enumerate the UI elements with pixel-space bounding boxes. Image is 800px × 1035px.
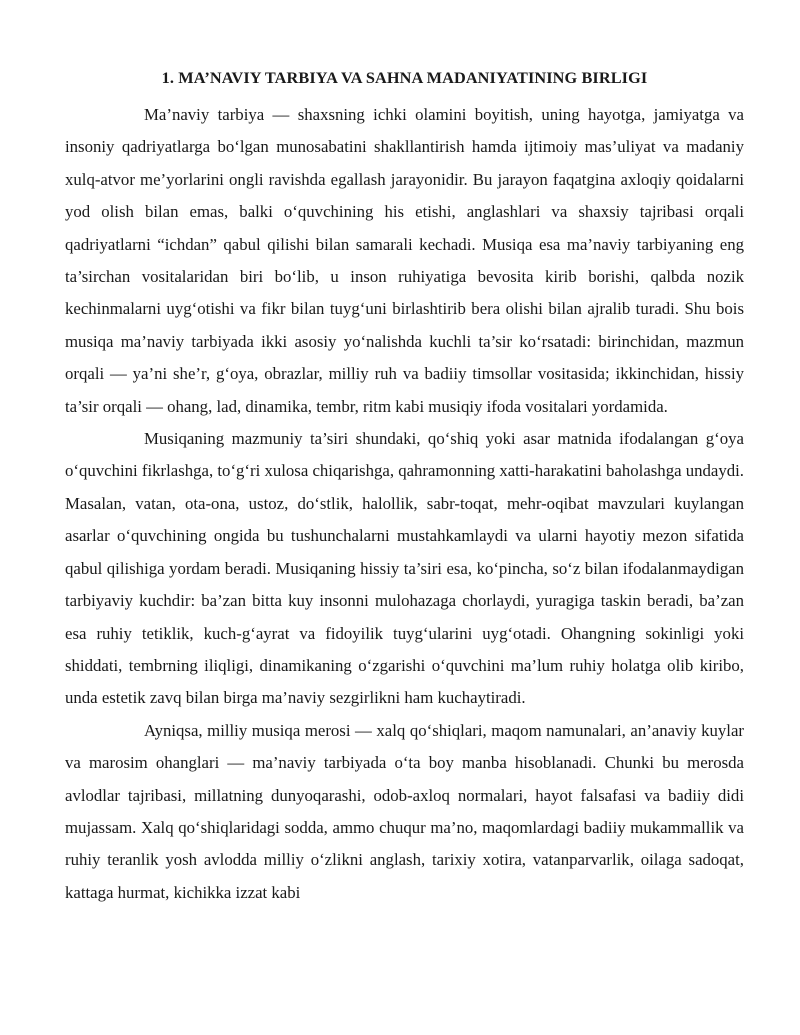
section-title: 1. MA’NAVIY TARBIYA VA SAHNA MADANIYATINING BIRLIGI xyxy=(161,68,648,87)
paragraph-1: Ma’naviy tarbiya — shaxsning ichki olamini boyitish, uning hayotga, jamiyatga va insoniy qadriyatlarga bo‘lgan munosabatini shakllantirish hamda ijtimoiy mas’uliyat va madaniy xulq-atvor me’yorlarini ongli ravishda egallash jarayonidir. Bu jarayon faqatgina axloqiy qoidalarni yod olish bilan emas, balki o‘quvchining his etishi, anglashlari va shaxsiy tajribasi orqali qadriyatlarni “ichdan” qabul qilishi bilan samarali kechadi. Musiqa esa ma’naviy tarbiyaning eng ta’sirchan vositalaridan biri bo‘lib, u inson ruhiyatiga bevosita kirib borishi, qalbda nozik kechinmalarni uyg‘otishi va fikr bilan tuyg‘uni birlashtirib bera olishi bilan ajralib turadi. Shu bois musiqa ma’naviy tarbiyada ikki asosiy yo‘nalishda kuchli ta’sir ko‘rsatadi: birinchidan, mazmun orqali — ya’ni she’r, g‘oya, obrazlar, milliy ruh va badiiy timsollar vositasida; ikkinchidan, hissiy ta’sir orqali — ohang, lad, dinamika, tembr, ritm kabi musiqiy ifoda vositalari yordamida. xyxy=(65,105,744,416)
paragraph-2: Musiqaning mazmuniy ta’siri shundaki, qo‘shiq yoki asar matnida ifodalangan g‘oya o‘quvchini fikrlashga, to‘g‘ri xulosa chiqarishga, qahramonning xatti-harakatini baholashga undaydi. Masalan, vatan, ota-ona, ustoz, do‘stlik, halollik, sabr-toqat, mehr-oqibat mavzulari kuylangan asarlar o‘quvchining ongida bu tushunchalarni mustahkamlaydi va ularni hayotiy mezon sifatida qabul qilishiga yordam beradi. Musiqaning hissiy ta’siri esa, ko‘pincha, so‘z bilan ifodalanmaydigan tarbiyaviy kuchdir: ba’zan bitta kuy insonni mulohazaga chorlaydi, yuragiga taskin beradi, ba’zan esa ruhiy tetiklik, kuch-g‘ayrat va fidoyilik tuyg‘ularini uyg‘otadi. Ohangning sokinligi yoki shiddati, tembrning iliqligi, dinamikaning o‘zgarishi o‘quvchini ma’lum ruhiy holatga olib kiribo, unda estetik zavq bilan birga ma’naviy sezgirlikni ham kuchaytiradi. xyxy=(65,429,744,708)
paragraph-3: Ayniqsa, milliy musiqa merosi — xalq qo‘shiqlari, maqom namunalari, an’anaviy kuylar va marosim ohanglari — ma’naviy tarbiyada o‘ta boy manba hisoblanadi. Chunki bu merosda avlodlar tajribasi, millatning dunyoqarashi, odob-axloq normalari, hayot falsafasi va badiiy didi mujassam. Xalq qo‘shiqlaridagi sodda, ammo chuqur ma’no, maqomlardagi badiiy mukammallik va ruhiy teranlik yosh avlodda milliy o‘zlikni anglash, tarixiy xotira, vatanparvarlik, oilaga sadoqat, kattaga hurmat, kichikka izzat kabi xyxy=(65,720,744,902)
